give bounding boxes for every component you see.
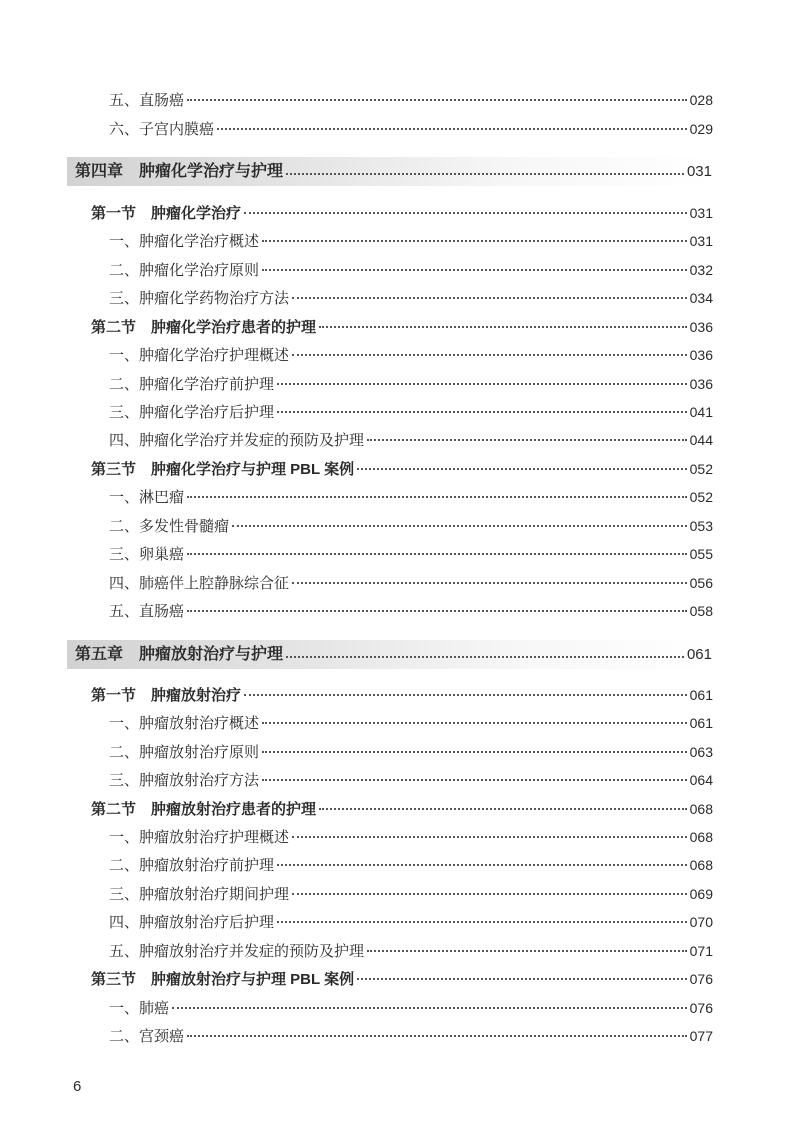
toc-entry-title: 六、子宫内膜癌 [109, 120, 215, 138]
toc-item-row [109, 288, 713, 308]
toc-entry-title: 第二节 肿瘤放射治疗患者的护理 [91, 801, 317, 818]
toc-item-row [109, 827, 713, 847]
dot-leader [357, 978, 687, 980]
toc-entry-page: 076 [689, 971, 713, 987]
toc-entry-title: 第一节 肿瘤化学治疗 [91, 205, 242, 222]
toc-item-row [109, 345, 713, 365]
toc-item-row [109, 374, 713, 394]
toc-entry-page: 053 [689, 518, 713, 534]
toc-entry-title: 一、肿瘤化学治疗护理概述 [109, 346, 290, 364]
toc-entry-title: 三、肿瘤放射治疗方法 [109, 771, 260, 789]
toc-item-row [109, 516, 713, 536]
toc-item-row [109, 855, 713, 875]
toc-section-row [91, 459, 713, 480]
dot-leader [286, 656, 684, 658]
toc-entry-page: 052 [689, 461, 713, 477]
toc-entry-title: 第三节 肿瘤化学治疗与护理 PBL 案例 [91, 461, 355, 478]
toc-entry-page: 036 [689, 347, 713, 363]
toc-entry-title: 一、肺癌 [109, 999, 170, 1017]
toc-item-row [109, 487, 713, 507]
dot-leader [187, 553, 687, 555]
toc-entry-title: 一、肿瘤放射治疗概述 [109, 714, 260, 732]
toc-item-row [109, 601, 713, 621]
toc-entry-title: 四、肺癌伴上腔静脉综合征 [109, 574, 290, 592]
toc-entry-page: 077 [689, 1028, 713, 1044]
dot-leader [262, 240, 687, 242]
toc-entry-page: 068 [689, 829, 713, 845]
dot-leader [292, 297, 687, 299]
toc-entry-page: 070 [689, 914, 713, 930]
toc-entry-page: 044 [689, 432, 713, 448]
toc-entry-title: 三、肿瘤放射治疗期间护理 [109, 885, 290, 903]
dot-leader [277, 864, 687, 866]
toc-entry-page: 071 [689, 943, 713, 959]
dot-leader [292, 354, 687, 356]
toc-entry-title: 二、宫颈癌 [109, 1027, 185, 1045]
dot-leader [187, 1035, 687, 1037]
toc-item-row [109, 884, 713, 904]
dot-leader [286, 173, 684, 175]
toc-entry-page: 031 [686, 162, 712, 180]
toc-entry-title: 第一节 肿瘤放射治疗 [91, 687, 242, 704]
toc-item-row [109, 742, 713, 762]
dot-leader [217, 128, 687, 130]
toc-entry-title: 一、肿瘤化学治疗概述 [109, 232, 260, 250]
toc-entry-page: 061 [689, 687, 713, 703]
toc-item-row [109, 90, 713, 110]
dot-leader [292, 893, 687, 895]
toc-entry-title: 五、肿瘤放射治疗并发症的预防及护理 [109, 942, 365, 960]
toc-entry-title: 二、肿瘤放射治疗前护理 [109, 856, 275, 874]
toc-entry-page: 076 [689, 1000, 713, 1016]
dot-leader [277, 383, 687, 385]
dot-leader [172, 1007, 687, 1009]
toc-entry-title: 一、淋巴瘤 [109, 488, 185, 506]
toc-entry-title: 第三节 肿瘤放射治疗与护理 PBL 案例 [91, 971, 355, 988]
dot-leader [262, 269, 687, 271]
dot-leader [232, 525, 687, 527]
toc-section-row [91, 685, 713, 706]
dot-leader [277, 921, 687, 923]
toc-entry-page: 058 [689, 603, 713, 619]
toc-entry-page: 068 [689, 857, 713, 873]
dot-leader [292, 836, 687, 838]
toc-entry-title: 二、多发性骨髓瘤 [109, 517, 230, 535]
dot-leader [357, 468, 687, 470]
toc-entry-page: 064 [689, 772, 713, 788]
toc-chapter-row [67, 157, 712, 186]
toc-entry-page: 055 [689, 546, 713, 562]
toc-item-row [109, 998, 713, 1018]
toc-entry-page: 032 [689, 262, 713, 278]
toc-section-row [91, 203, 713, 224]
toc-entry-title: 三、肿瘤化学治疗后护理 [109, 403, 275, 421]
dot-leader [262, 722, 687, 724]
toc-item-row [109, 770, 713, 790]
toc-item-row [109, 573, 713, 593]
toc-entry-title: 二、肿瘤化学治疗原则 [109, 261, 260, 279]
toc-item-row [109, 402, 713, 422]
dot-leader [244, 212, 687, 214]
toc-item-row [109, 260, 713, 280]
toc-item-row [109, 1026, 713, 1046]
toc-entry-title: 第四章 肿瘤化学治疗与护理 [75, 162, 284, 180]
toc-item-row [109, 119, 713, 139]
toc-entry-page: 034 [689, 290, 713, 306]
toc-entry-title: 第五章 肿瘤放射治疗与护理 [75, 645, 284, 663]
toc-entry-title: 四、肿瘤放射治疗后护理 [109, 913, 275, 931]
dot-leader [367, 950, 687, 952]
toc-section-row [91, 969, 713, 990]
dot-leader [277, 411, 687, 413]
toc-chapter-row [67, 640, 712, 669]
toc-entry-page: 069 [689, 886, 713, 902]
toc-entry-page: 036 [689, 319, 713, 335]
toc-item-row [109, 430, 713, 450]
toc-entry-page: 028 [689, 92, 713, 108]
dot-leader [319, 326, 687, 328]
dot-leader [262, 779, 687, 781]
toc-entry-page: 063 [689, 744, 713, 760]
toc-entry-page: 056 [689, 575, 713, 591]
toc-entry-page: 031 [689, 233, 713, 249]
dot-leader [367, 439, 687, 441]
toc-entry-title: 二、肿瘤化学治疗前护理 [109, 375, 275, 393]
toc-entry-page: 061 [689, 715, 713, 731]
toc-section-row [91, 799, 713, 820]
toc-section-row [91, 317, 713, 338]
dot-leader [187, 99, 687, 101]
toc-item-row [109, 231, 713, 251]
toc-entry-title: 第二节 肿瘤化学治疗患者的护理 [91, 319, 317, 336]
toc-entry-page: 029 [689, 121, 713, 137]
toc-entry-title: 五、直肠癌 [109, 602, 185, 620]
toc-item-row [109, 544, 713, 564]
dot-leader [244, 694, 687, 696]
toc-entry-title: 一、肿瘤放射治疗护理概述 [109, 828, 290, 846]
toc-item-row [109, 912, 713, 932]
toc-entry-page: 061 [686, 645, 712, 663]
toc-entry-title: 四、肿瘤化学治疗并发症的预防及护理 [109, 431, 365, 449]
toc-entry-page: 031 [689, 205, 713, 221]
toc-entry-title: 二、肿瘤放射治疗原则 [109, 743, 260, 761]
dot-leader [292, 582, 687, 584]
dot-leader [187, 610, 687, 612]
toc-entry-page: 068 [689, 801, 713, 817]
page-number: 6 [73, 1078, 82, 1095]
dot-leader [187, 496, 687, 498]
dot-leader [262, 751, 687, 753]
toc-entry-page: 052 [689, 489, 713, 505]
toc-entry-title: 三、肿瘤化学药物治疗方法 [109, 289, 290, 307]
toc-entry-title: 三、卵巢癌 [109, 545, 185, 563]
toc-entry-page: 041 [689, 404, 713, 420]
toc-item-row [109, 713, 713, 733]
toc-entry-page: 036 [689, 376, 713, 392]
toc-entry-title: 五、直肠癌 [109, 91, 185, 109]
toc-item-row [109, 941, 713, 961]
dot-leader [319, 808, 687, 810]
